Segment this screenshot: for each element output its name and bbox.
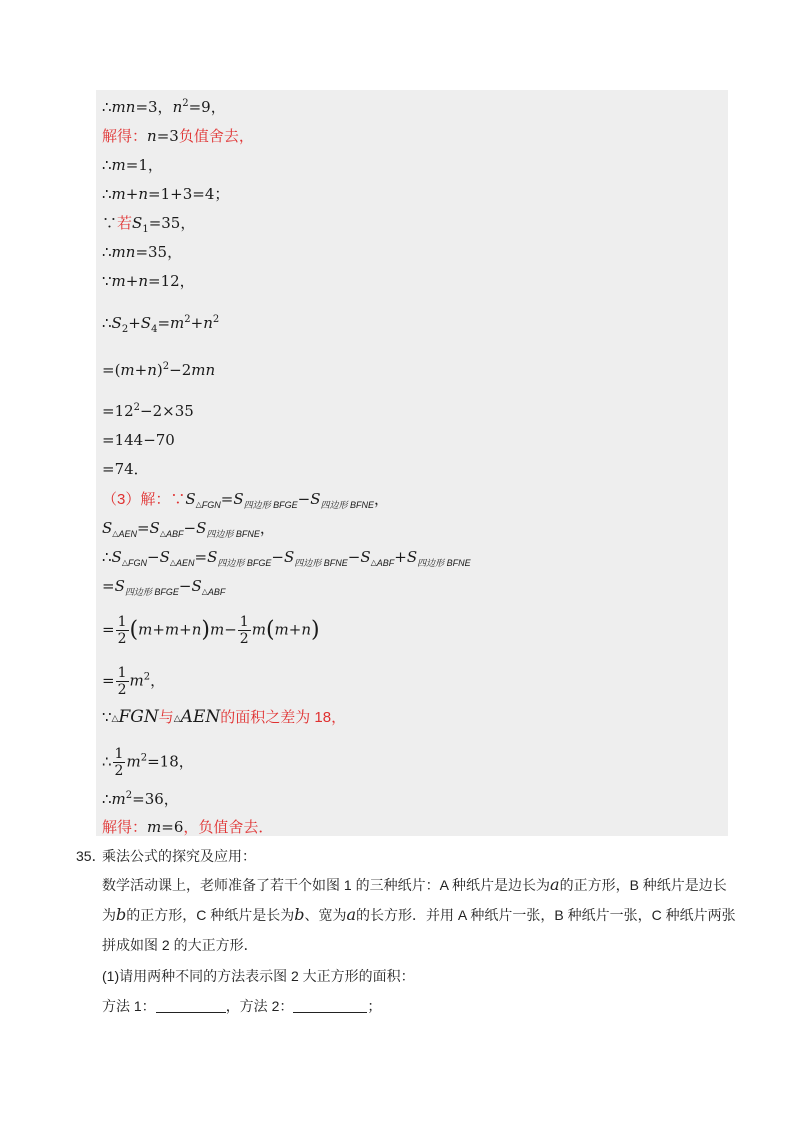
solution-line-3: ∴m=1， [102,156,163,174]
answer-blanks-line [102,997,381,1015]
solution-line-13: （3）解：$\because S_{\triangle FGN}=S_{四边形 BFGE}-S_{四边形 BFNE}$， [102,490,390,510]
solution-line-12: =74． [102,460,149,478]
solution-line-4: ∴m+n=1+3=4； [102,185,230,203]
method-2-blank[interactable] [293,1012,367,1013]
problem-paragraph-line-2: 为b的正方形，C 种纸片是长为b、宽为a的长方形．并用 A 种纸片一张，B 种纸片一张，C 种纸片两张 [102,905,736,924]
solution-line-16: $=S_{四边形 BFGE}-S_{\triangle ABF}$ [102,577,226,597]
solution-line-18: = $\frac{1}{2}$ $m^2$， [102,665,166,698]
method-2-label: ，方法 2： [225,998,294,1014]
solution-line-1: ∴mn=3，$n^2=9$， [102,98,226,116]
solution-line-9: $=(m+n)^2-2mn$ [102,361,216,379]
problem-number: 35． [76,848,106,864]
problem-paragraph-line-3: 拼成如图 2 的大正方形． [102,937,258,953]
solution-line-2: 解得：n=3负值舍去， [102,127,254,145]
problem-title: 乘法公式的探究及应用： [102,848,256,864]
solution-line-20: ∴ $\frac{1}{2}$ $m^2=18$， [102,746,194,779]
solution-line-10: $=12^2-2\times 35$ [102,402,194,420]
solution-line-22: 解得：m=6，负值舍去． [102,818,274,836]
solution-line-7: ∵m+n=12， [102,272,195,290]
solution-line-19: ∵△FGN与△AEN的面积之差为 18， [102,707,347,727]
solution-line-5: ∵若$S_1=35$， [102,214,196,235]
solution-line-11: =144−70 [102,431,175,449]
problem-paragraph-line-1: 数学活动课上，老师准备了若干个如图 1 的三种纸片：A 种纸片是边长为a的正方形，B 种纸片是边长 [102,875,727,894]
solution-line-15: $\therefore S_{\triangle FGN}-S_{\triangle AEN}=S_{四边形 BFGE}-S_{四边形 BFNE}-S_{\triangle ABF}+S_{四边形 BFNE}$ [102,548,471,568]
solution-line-8: $\therefore S_2+S_4=m^2+n^2$ [102,314,220,335]
method-1-label: 方法 1： [102,998,156,1014]
end-punctuation: ； [367,998,382,1014]
solution-line-21: $\therefore m^2=36$， [102,790,179,808]
solution-line-14: $S_{\triangle AEN}=S_{\triangle ABF}-S_{四边形 BFNE}$， [102,519,275,539]
solution-line-6: ∴mn=35， [102,243,183,261]
question-1: (1)请用两种不同的方法表示图 2 大正方形的面积： [102,968,415,984]
method-1-blank[interactable] [156,1012,226,1013]
solution-line-17: = $\frac{1}{2}$ (m+m+n)m− $\frac{1}{2}$ m(m+n) [102,614,320,647]
